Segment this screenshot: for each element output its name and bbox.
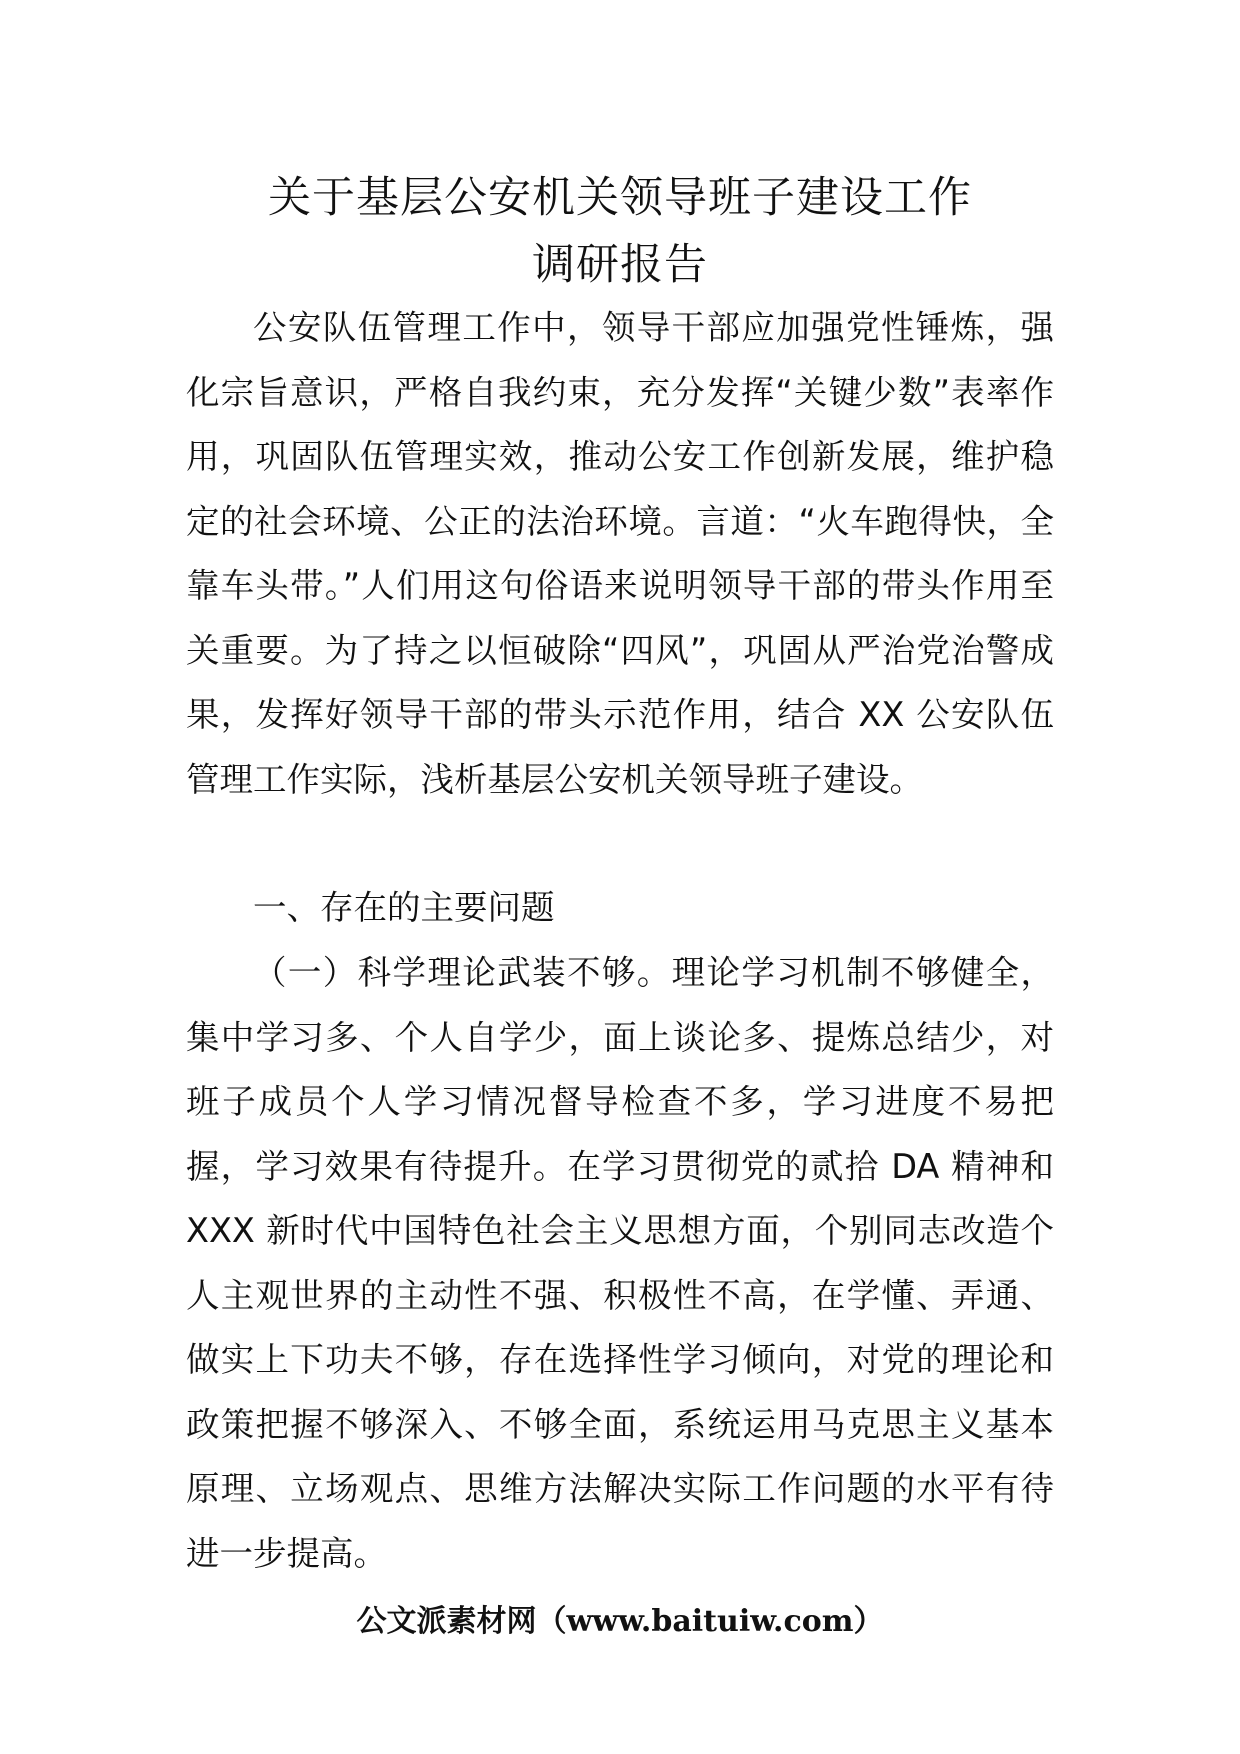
intro-paragraph: 公安队伍管理工作中，领导干部应加强党性锤炼，强化宗旨意识，严格自我约束，充分发挥“关键少数”表率作用，巩固队伍管理实效，推动公安工作创新发展，维护稳定的社会环境、公正的法治环境。言道：“火车跑得快，全靠车头带。”人们用这句俗语来说明领导干部的带头作用至关重要。为了持之以恒破除“四风”，巩固从严治党治警成果，发挥好领导干部的带头示范作用，结合 XX 公安队伍管理工作实际，浅析基层公安机关领导班子建设。 [186, 308, 1054, 799]
problem-1-paragraph: （一）科学理论武装不够。理论学习机制不够健全，集中学习多、个人自学少，面上谈论多、提炼总结少，对班子成员个人学习情况督导检查不多，学习进度不易把握，学习效果有待提升。在学习贯彻党的贰拾 DA 精神和 XXX 新时代中国特色社会主义思想方面，个别同志改造个人主观世界的主动性不强、积极性不高，在学懂、弄通、做实上下功夫不够，存在选择性学习倾向，对党的理论和政策把握不够深入、不够全面，系统运用马克思主义基本原理、立场观点、思维方法解决实际工作问题的水平有待进一步提高。 [186, 953, 1054, 1573]
footer-watermark-text: 公文派素材网（www.baituiw.com） [356, 1604, 884, 1639]
document-title-line-2: 调研报告 [532, 240, 708, 290]
document-title-line-1: 关于基层公安机关领导班子建设工作 [268, 173, 972, 223]
section-heading-main-problems: 一、存在的主要问题 [253, 888, 555, 927]
